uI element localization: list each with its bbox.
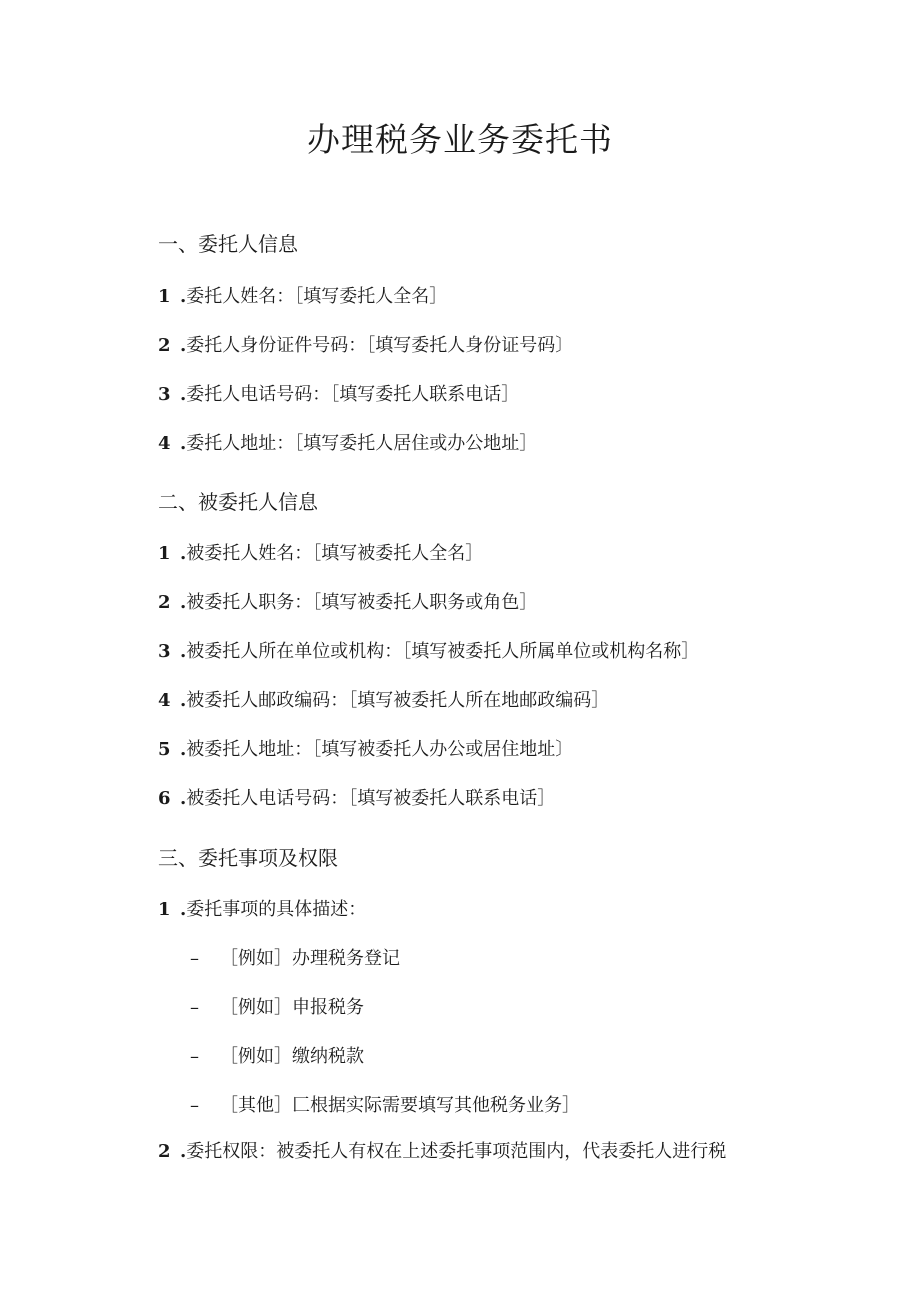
list-item: 1 .委托人姓名：［填写委托人全名］	[158, 284, 447, 310]
section-heading-principal: 一、委托人信息	[158, 232, 298, 256]
sub-list-item	[190, 946, 400, 972]
item-text: 被委托人姓名：［填写被委托人全名］	[186, 543, 484, 564]
sub-list-item	[190, 1093, 580, 1119]
sub-item-text: ［例如］申报税务	[220, 997, 364, 1018]
item-text: 委托人地址：［填写委托人居住或办公地址］	[186, 433, 538, 454]
item-number: 3	[158, 641, 171, 662]
sub-item-text: ［其他］匚根据实际需要填写其他税务业务］	[220, 1095, 580, 1116]
dash-bullet: –	[190, 1046, 199, 1067]
item-text: 委托人电话号码：［填写委托人联系电话］	[186, 384, 520, 405]
item-text: 被委托人职务：［填写被委托人职务或角色］	[186, 592, 538, 613]
item-number: 6	[158, 788, 171, 809]
sub-list-item	[190, 995, 364, 1021]
dash-bullet: –	[190, 948, 199, 969]
item-text: 被委托人所在单位或机构：［填写被委托人所属单位或机构名称］	[186, 641, 700, 662]
list-item: 4 .委托人地址：［填写委托人居住或办公地址］	[158, 431, 537, 457]
sub-item-text: ［例如］办理税务登记	[220, 948, 400, 969]
item-number: 2	[158, 1141, 171, 1162]
list-item: 5 .被委托人地址：［填写被委托人办公或居住地址〕	[158, 737, 573, 763]
item-text: 被委托人地址：［填写被委托人办公或居住地址〕	[186, 739, 574, 760]
item-number: 2	[158, 335, 171, 356]
list-item: 2 .委托权限：被委托人有权在上述委托事项范围内，代表委托人进行税	[158, 1139, 726, 1165]
list-item: 3 .委托人电话号码：［填写委托人联系电话］	[158, 382, 519, 408]
list-item: 1 .委托事项的具体描述：	[158, 897, 366, 923]
list-item: 2 .委托人身份证件号码：［填写委托人身份证号码〕	[158, 333, 573, 359]
item-number: 4	[158, 433, 171, 454]
item-number: 2	[158, 592, 171, 613]
sub-item-text: ［例如］缴纳税款	[220, 1046, 364, 1067]
item-number: 1	[158, 543, 171, 564]
list-item: 1 .被委托人姓名：［填写被委托人全名］	[158, 541, 483, 567]
list-item: 3 .被委托人所在单位或机构：［填写被委托人所属单位或机构名称］	[158, 639, 699, 665]
section-heading-scope: 三、委托事项及权限	[158, 846, 338, 870]
item-text: 委托人姓名：［填写委托人全名］	[186, 286, 448, 307]
document-title: 办理税务业务委托书	[307, 120, 613, 159]
sub-list-item	[190, 1044, 364, 1070]
item-number: 5	[158, 739, 171, 760]
item-text: 被委托人邮政编码：［填写被委托人所在地邮政编码］	[186, 690, 610, 711]
section-heading-agent: 二、被委托人信息	[158, 490, 318, 514]
item-text: 委托事项的具体描述：	[186, 899, 367, 920]
list-item: 6 .被委托人电话号码：［填写被委托人联系电话］	[158, 786, 555, 812]
item-text: 委托权限：被委托人有权在上述委托事项范围内，代表委托人进行税	[186, 1141, 727, 1162]
item-number: 1	[158, 899, 171, 920]
item-text: 被委托人电话号码：［填写被委托人联系电话］	[186, 788, 556, 809]
item-number: 1	[158, 286, 171, 307]
item-text: 委托人身份证件号码：［填写委托人身份证号码〕	[186, 335, 574, 356]
list-item: 4 .被委托人邮政编码：［填写被委托人所在地邮政编码］	[158, 688, 609, 714]
dash-bullet: –	[190, 1095, 199, 1116]
dash-bullet: –	[190, 997, 199, 1018]
item-number: 4	[158, 690, 171, 711]
list-item: 2 .被委托人职务：［填写被委托人职务或角色］	[158, 590, 537, 616]
item-number: 3	[158, 384, 171, 405]
